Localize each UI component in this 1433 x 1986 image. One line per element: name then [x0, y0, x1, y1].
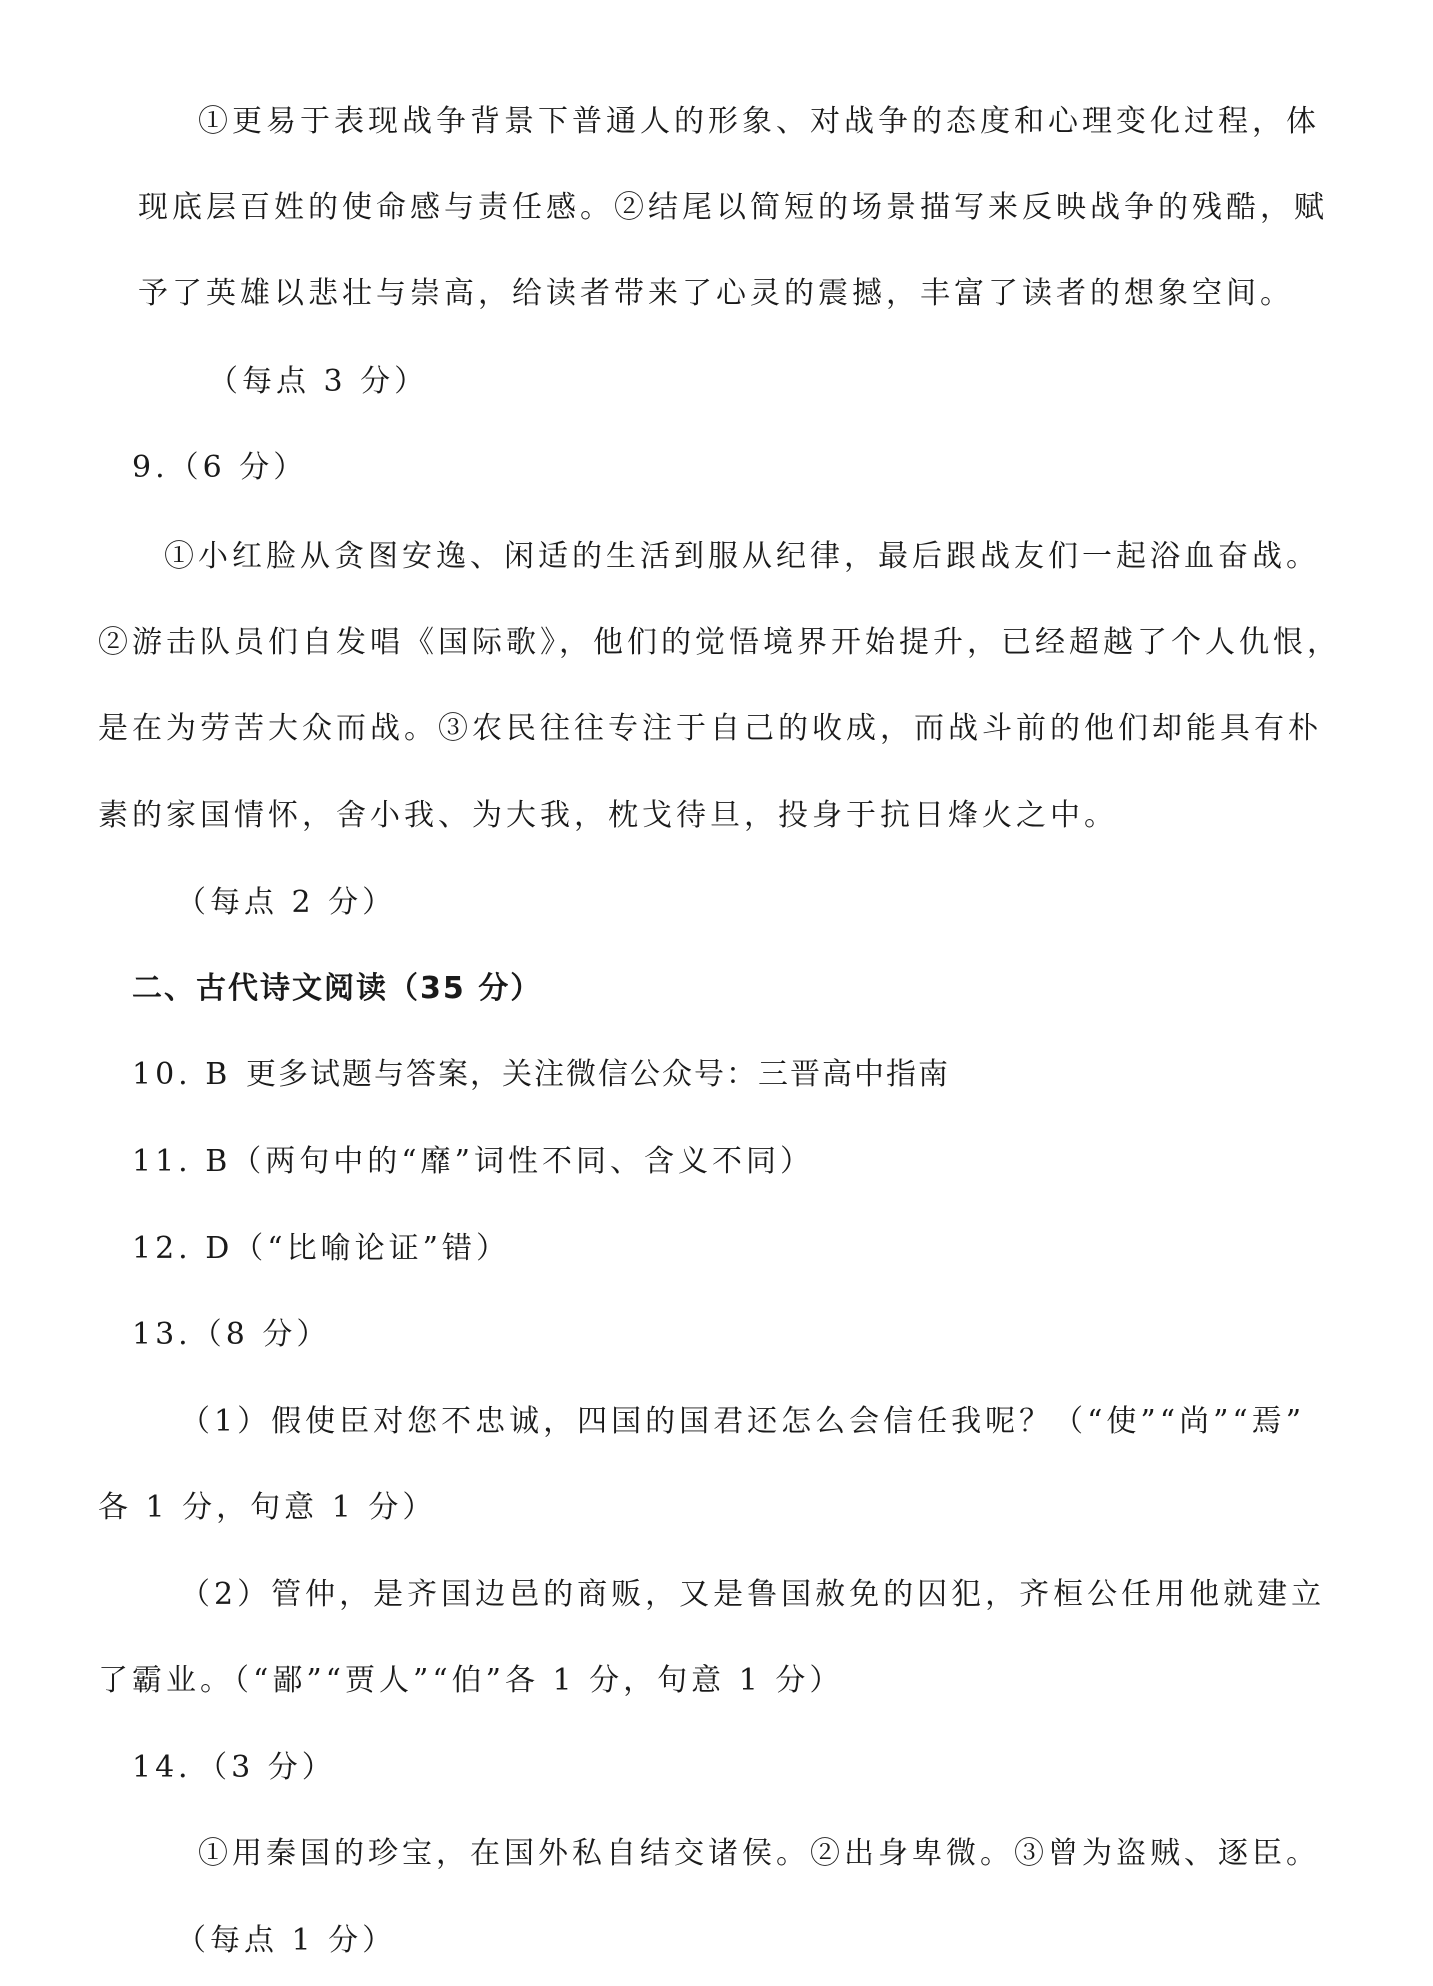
- q9-answer-line-3: 是在为劳苦大众而战。③农民往往专注于自己的收成，而战斗前的他们却能具有朴: [98, 711, 1322, 746]
- q8-answer-line-1: ①更易于表现战争背景下普通人的形象、对战争的态度和心理变化过程，体: [198, 104, 1320, 139]
- section-2-title: 二、古代诗文阅读（35 分）: [132, 971, 543, 1006]
- q9-heading: 9.（6 分）: [132, 450, 308, 485]
- q13-heading: 13.（8 分）: [132, 1317, 331, 1352]
- q14-score-note: （每点 1 分）: [176, 1923, 397, 1958]
- q14-answer-line-1: ①用秦国的珍宝，在国外私自结交诸侯。②出身卑微。③曾为盗贼、逐臣。: [198, 1836, 1320, 1871]
- q13-part1-line-2: 各 1 分，句意 1 分）: [98, 1490, 437, 1525]
- q10-promo-note: 更多试题与答案，关注微信公众号：三晋高中指南: [246, 1057, 950, 1092]
- q8-answer-line-2: 现底层百姓的使命感与责任感。②结尾以简短的场景描写来反映战争的残酷，赋: [138, 190, 1328, 225]
- q9-score-note: （每点 2 分）: [176, 885, 397, 920]
- q9-answer-line-2: ②游击队员们自发唱《国际歌》，他们的觉悟境界开始提升，已经超越了个人仇恨，: [98, 625, 1341, 660]
- q11-answer: 11. B（两句中的“靡”词性不同、含义不同）: [132, 1144, 814, 1179]
- q14-heading: 14．（3 分）: [132, 1750, 336, 1785]
- q9-answer-line-1: ①小红脸从贪图安逸、闲适的生活到服从纪律，最后跟战友们一起浴血奋战。: [164, 539, 1320, 574]
- q10-answer: 10. B: [132, 1057, 232, 1092]
- q9-answer-line-4: 素的家国情怀，舍小我、为大我，枕戈待旦，投身于抗日烽火之中。: [98, 798, 1118, 833]
- q13-part2-line-2: 了霸业。（“鄙”“贾人”“伯”各 1 分，句意 1 分）: [98, 1663, 844, 1698]
- q8-score-note: （每点 3 分）: [208, 364, 429, 399]
- q12-answer: 12. D（“比喻论证”错）: [132, 1231, 510, 1266]
- q13-part1-line-1: （1）假使臣对您不忠诚，四国的国君还怎么会信任我呢？（“使”“尚”“焉”: [180, 1404, 1306, 1439]
- q13-part2-line-1: （2）管仲，是齐国边邑的商贩，又是鲁国赦免的囚犯，齐桓公任用他就建立: [180, 1577, 1326, 1612]
- q8-answer-line-3: 予了英雄以悲壮与崇高，给读者带来了心灵的震撼，丰富了读者的想象空间。: [138, 276, 1294, 311]
